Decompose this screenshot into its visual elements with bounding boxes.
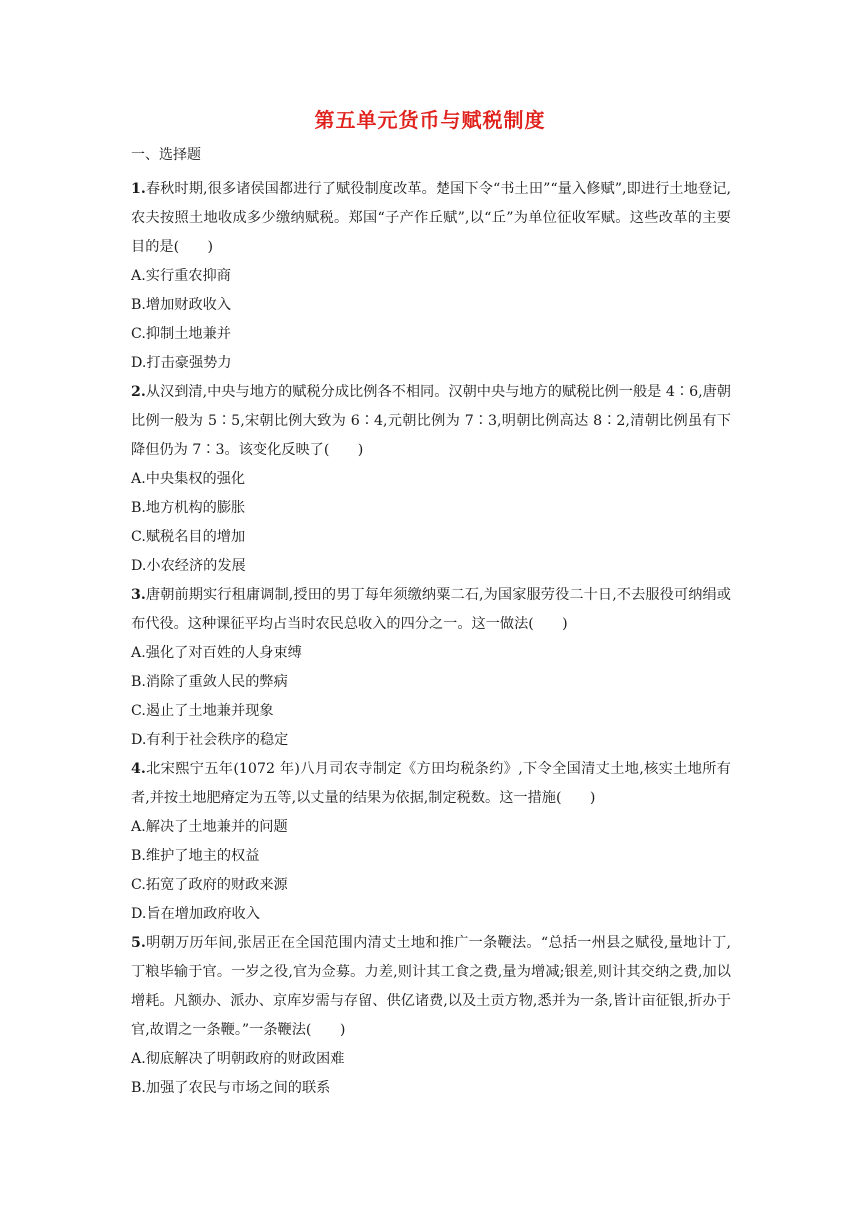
question-number: 4. [131,761,146,777]
option-d: D.小农经济的发展 [131,558,246,574]
option-c: C.拓宽了政府的财政来源 [131,877,288,893]
section-heading: 一、选择题 [131,147,201,163]
question-stem [131,755,731,813]
question-2 [131,378,731,581]
option-b: B.维护了地主的权益 [131,848,260,864]
option-b: B.加强了农民与市场之间的联系 [131,1080,331,1096]
option-a: A.实行重农抑商 [131,268,231,284]
option-a: A.彻底解决了明朝政府的财政困难 [131,1051,345,1067]
option-c: C.赋税名目的增加 [131,529,246,545]
question-number: 3. [131,587,146,603]
question-stem [131,929,731,1045]
question-1 [131,175,731,378]
question-number: 2. [131,384,146,400]
option-c: C.抑制土地兼并 [131,326,231,342]
option-a: A.强化了对百姓的人身束缚 [131,645,302,661]
option-b: B.增加财政收入 [131,297,232,313]
question-number: 5. [131,935,146,951]
question-3 [131,581,731,755]
page-title: 第五单元货币与赋税制度 [314,108,546,132]
option-d: D.打击豪强势力 [131,355,232,371]
option-d: D.旨在增加政府收入 [131,906,260,922]
option-b: B.消除了重敛人民的弊病 [131,674,288,690]
option-d: D.有利于社会秩序的稳定 [131,732,289,748]
question-text: 春秋时期,很多诸侯国都进行了赋役制度改革。楚国下令“书土田”“量入修赋”,即进行土地登记,农夫按照土地收成多少缴纳赋税。郑国“子产作丘赋”,以“丘”为单位征收军赋。这些改革的主要目的是( ) [131,181,731,255]
question-stem [131,378,731,465]
question-list [131,145,731,1103]
question-4 [131,755,731,929]
option-a: A.解决了土地兼并的问题 [131,819,288,835]
question-text: 北宋熙宁五年(1072 年)八月司农寺制定《方田均税条约》,下令全国清丈土地,核实土地所有者,并按土地肥瘠定为五等,以丈量的结果为依据,制定税数。这一措施( ) [131,761,731,806]
question-number: 1. [131,181,146,197]
question-text: 唐朝前期实行租庸调制,授田的男丁每年须缴纳粟二石,为国家服劳役二十日,不去服役可纳绢或布代役。这种课征平均占当时农民总收入的四分之一。这一做法( ) [131,587,731,632]
question-text: 明朝万历年间,张居正在全国范围内清丈土地和推广一条鞭法。“总括一州县之赋役,量地计丁,丁粮毕输于官。一岁之役,官为佥募。力差,则计其工食之费,量为增减;银差,则计其交纳之费,加以增耗。凡额办、派办、京库岁需与存留、供亿诸费,以及土贡方物,悉并为一条,皆计亩征银,折办于官,故谓之一条鞭。”一条鞭法( ) [131,935,731,1038]
question-stem [131,581,731,639]
option-c: C.遏止了土地兼并现象 [131,703,274,719]
option-a: A.中央集权的强化 [131,471,246,487]
question-text: 从汉到清,中央与地方的赋税分成比例各不相同。汉朝中央与地方的赋税比例一般是 4∶6,唐朝比例一般为 5∶5,宋朝比例大致为 6∶4,元朝比例为 7∶3,明朝比例高达 8∶2,清朝比例虽有下降但仍为 7∶3。该变化反映了( ) [131,384,731,458]
question-5 [131,929,731,1103]
question-stem [131,175,731,262]
option-b: B.地方机构的膨胀 [131,500,246,516]
